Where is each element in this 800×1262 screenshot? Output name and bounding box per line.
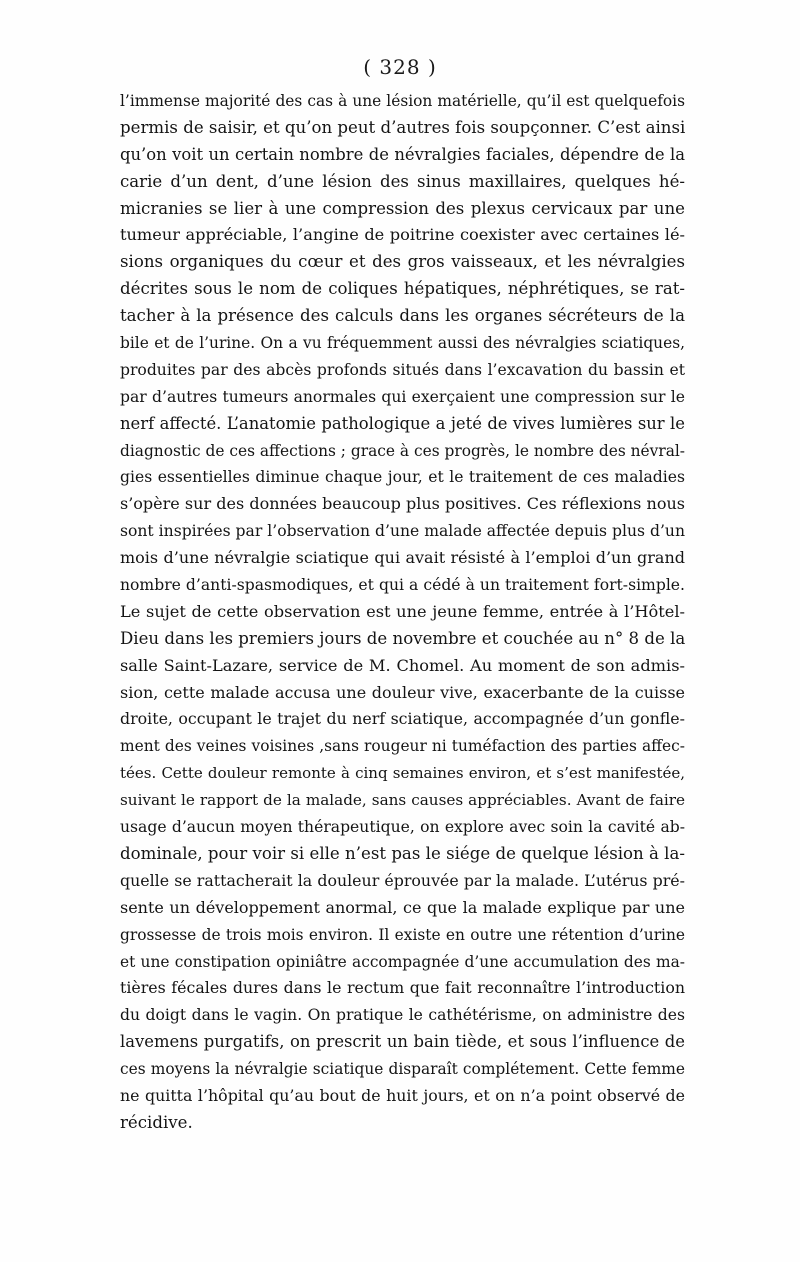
text-line: du doigt dans le vagin. On pratique le cathétérisme, on administre des [120,1006,685,1025]
text-line: gies essentielles diminue chaque jour, et le traitement de ces maladies [120,468,685,487]
text-line: sont inspirées par l’observation d’une malade affectée depuis plus d’un [120,522,685,541]
text-line: salle Saint-Lazare, service de M. Chomel. Au moment de son admis- [120,655,685,675]
text-line: usage d’aucun moyen thérapeutique, on explore avec soin la cavité ab- [120,818,685,837]
text-line: carie d’un dent, d’une lésion des sinus maxillaires, quelques hé- [120,171,685,191]
text-line: sente un développement anormal, ce que la malade explique par une [120,897,685,917]
text-line: qu’on voit un certain nombre de névralgies faciales, dépendre de la [120,144,685,164]
text-line: grossesse de trois mois environ. Il existe en outre une rétention d’urine [120,925,685,944]
text-line: ment des veines voisines ,sans rougeur ni tuméfaction des parties affec- [120,737,685,756]
text-line: s’opère sur des données beaucoup plus positives. Ces réflexions nous [120,494,685,514]
text-line: dominale, pour voir si elle n’est pas le siége de quelque lésion à la- [120,843,685,863]
text-line: suivant le rapport de la malade, sans causes appréciables. Avant de faire [120,791,685,810]
text-line: et une constipation opiniâtre accompagnée d’une accumulation des ma- [120,952,685,971]
page-number: ( 328 ) [363,55,437,79]
text-line: bile et de l’urine. On a vu fréquemment aussi des névralgies sciatiques, [120,334,685,353]
text-line: produites par des abcès profonds situés dans l’excavation du bassin et [120,360,685,379]
text-line: décrites sous le nom de coliques hépatiques, néphrétiques, se rat- [120,279,685,299]
text-line: permis de saisir, et qu’on peut d’autres fois soupçonner. C’est ainsi [120,117,685,137]
text-line: nerf affecté. L’anatomie pathologique a jeté de vives lumières sur le [120,413,685,433]
text-line: ces moyens la névralgie sciatique disparaît complétement. Cette femme [120,1060,685,1079]
text-line: droite, occupant le trajet du nerf sciatique, accompagnée d’un gonfle- [120,709,685,729]
text-line: quelle se rattacherait la douleur éprouvée par la malade. L’utérus pré- [120,870,685,890]
text-line: l’immense majorité des cas à une lésion matérielle, qu’il est quelquefois [120,92,685,110]
text-line: Dieu dans les premiers jours de novembre et couchée au n° 8 de la [120,628,685,648]
text-line: mois d’une névralgie sciatique qui avait résisté à l’emploi d’un grand [120,548,685,568]
text-line: ne quitta l’hôpital qu’au bout de huit jours, et on n’a point observé de [120,1085,685,1105]
body-text [120,88,685,1137]
text-line: récidive. [120,1112,193,1132]
text-line: sion, cette malade accusa une douleur vive, exacerbante de la cuisse [120,682,685,702]
text-line: tacher à la présence des calculs dans les organes sécréteurs de la [120,306,685,326]
text-line: tées. Cette douleur remonte à cinq semaines environ, et s’est manifestée, [120,764,685,783]
text-line: par d’autres tumeurs anormales qui exerçaient une compression sur le [120,387,685,406]
text-line: tumeur appréciable, l’angine de poitrine coexister avec certaines lé- [120,225,685,245]
text-line: diagnostic de ces affections ; grace à ces progrès, le nombre des névral- [120,441,685,460]
text-line: Le sujet de cette observation est une jeune femme, entrée à l’Hôtel- [120,601,685,621]
text-line: lavemens purgatifs, on prescrit un bain tiède, et sous l’influence de [120,1032,685,1052]
text-line: sions organiques du cœur et des gros vaisseaux, et les névralgies [120,252,685,272]
text-line: nombre d’anti-spasmodiques, et qui a cédé à un traitement fort-simple. [120,576,685,595]
text-line: micranies se lier à une compression des plexus cervicaux par une [120,198,685,218]
text-line: tières fécales dures dans le rectum que fait reconnaître l’introduction [120,978,685,998]
